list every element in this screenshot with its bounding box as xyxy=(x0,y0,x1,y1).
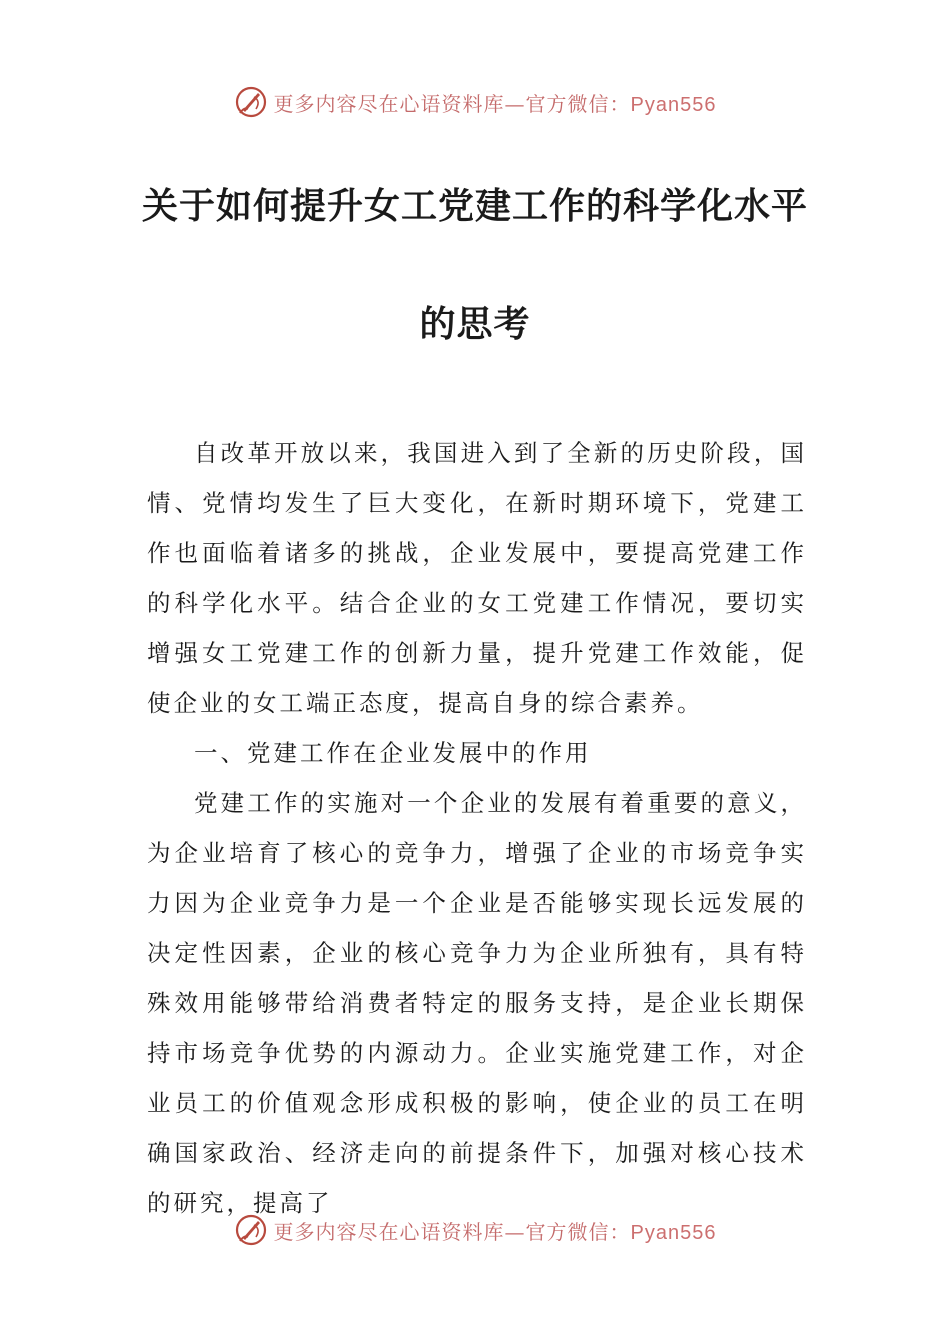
paragraph-intro: 自改革开放以来，我国进入到了全新的历史阶段，国情、党情均发生了巨大变化，在新时期环境下，党建工作也面临着诸多的挑战，企业发展中，要提高党建工作的科学化水平。结合企业的女工党建工作情况，要切实增强女工党建工作的创新力量，提升党建工作效能，促使企业的女工端正态度，提高自身的综合素养。 xyxy=(147,439,807,717)
header-wechat-id: Pyan556 xyxy=(630,93,717,116)
document-body xyxy=(147,428,807,1228)
header-banner-text: 更多内容尽在心语资料库—官方微信：Pyan556 xyxy=(273,91,717,116)
header-banner xyxy=(0,82,950,122)
quill-pen-logo-icon xyxy=(234,1213,268,1247)
footer-wechat-id: Pyan556 xyxy=(630,1221,717,1244)
quill-pen-logo-icon xyxy=(234,85,268,119)
document-title-line-1: 关于如何提升女工党建工作的科学化水平 xyxy=(141,185,808,227)
section-heading: 一、党建工作在企业发展中的作用 xyxy=(194,739,592,767)
document-title-line-2: 的思考 xyxy=(419,303,531,345)
footer-banner xyxy=(0,1210,950,1250)
footer-banner-text: 更多内容尽在心语资料库—官方微信：Pyan556 xyxy=(273,1219,717,1244)
paragraph-body: 党建工作的实施对一个企业的发展有着重要的意义，为企业培育了核心的竞争力，增强了企业的市场竞争实力因为企业竞争力是一个企业是否能够实现长远发展的决定性因素，企业的核心竞争力为企业所独有，具有特殊效用能够带给消费者特定的服务支持，是企业长期保持市场竞争优势的内源动力。企业实施党建工作，对企业员工的价值观念形成积极的影响，使企业的员工在明确国家政治、经济走向的前提条件下，加强对核心技术的研究，提高了 xyxy=(147,789,807,1217)
